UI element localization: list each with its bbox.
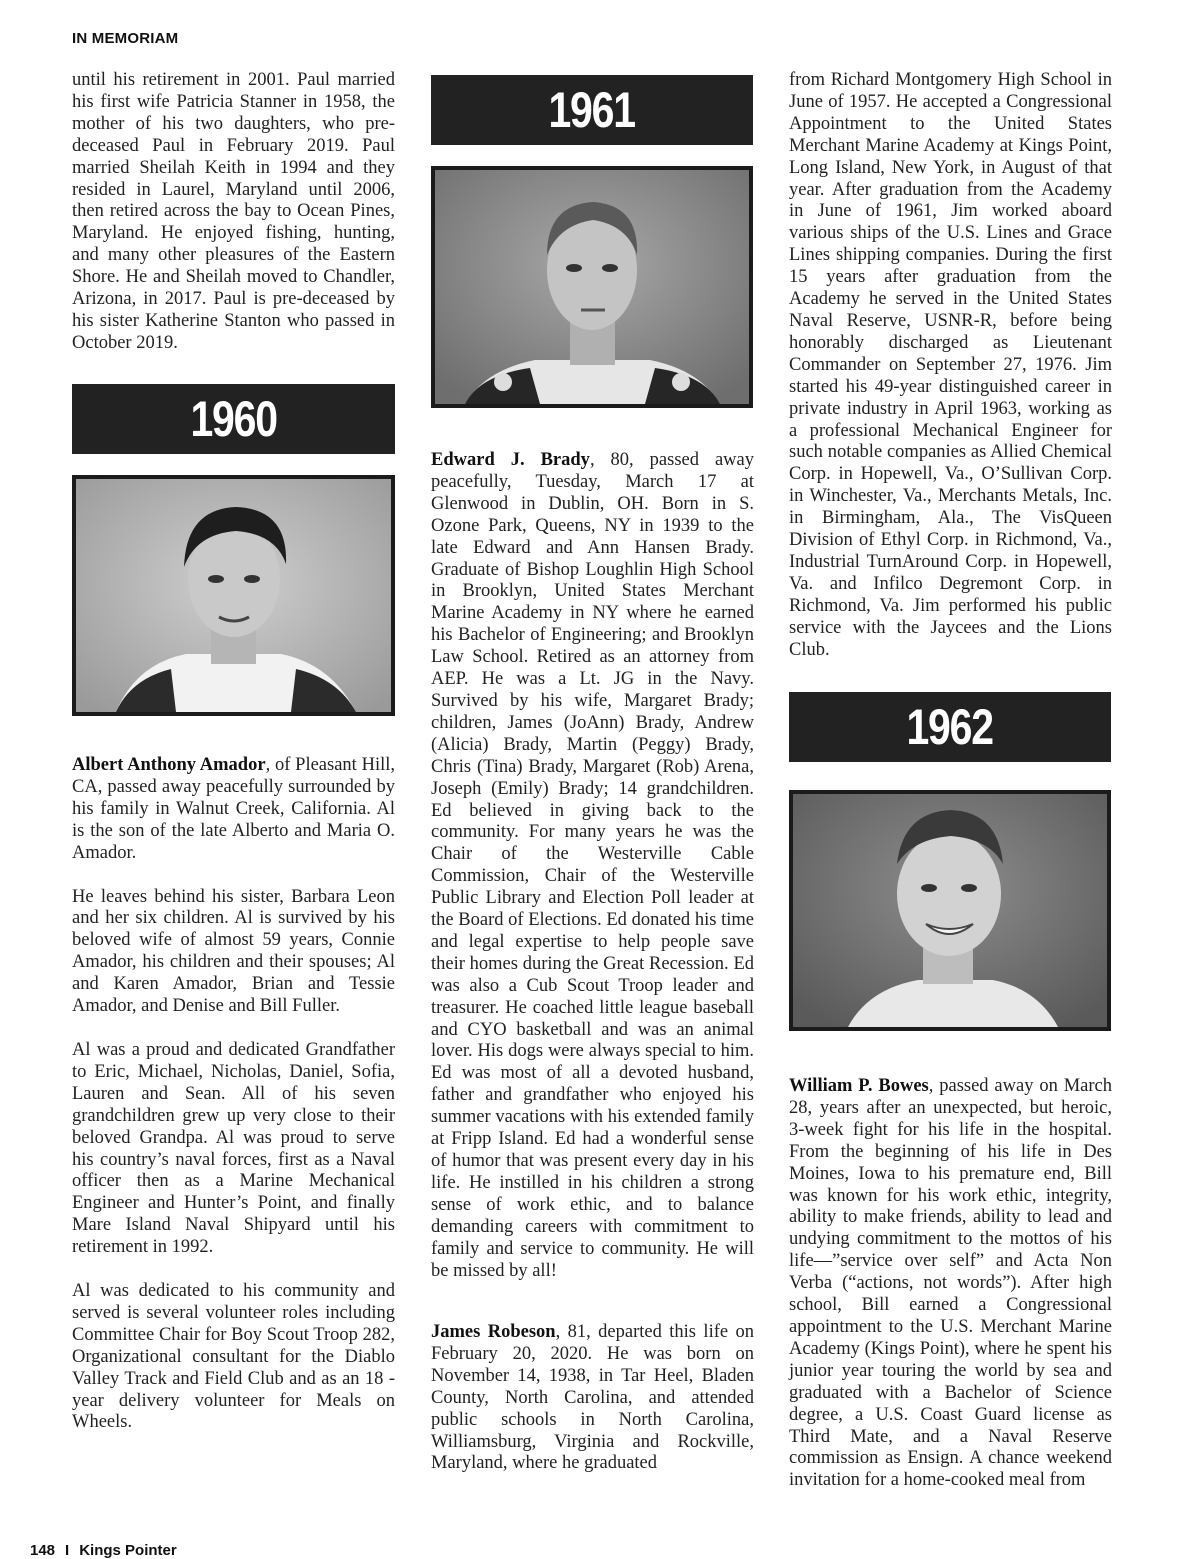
decedent-name: Albert Anthony Amador xyxy=(72,755,266,775)
portrait-photo-amador xyxy=(72,475,395,716)
obituary-paragraph: Albert Anthony Amador, of Pleasant Hill, CA, passed away peacefully surrounded by his family in Walnut Creek, California. Al is the son of the late Alberto and Maria O. Amador. xyxy=(72,755,395,863)
obituary-brady xyxy=(431,450,754,1282)
obituary-paragraph: Al was a proud and dedicated Grandfather to Eric, Michael, Nicholas, Daniel, Sofia, Lauren and Sean. All of his seven grandchildren grew up very close to their beloved Grandpa. Al was proud to serve his country’s naval forces, first as a Naval officer then as a Marine Mechanical Engineer and Hunter’s Point, and finally Mare Island Naval Shipyard until his retirement in 1992. xyxy=(72,1039,395,1258)
year-banner-1962 xyxy=(789,692,1111,762)
year-label: 1960 xyxy=(190,391,277,447)
year-label: 1962 xyxy=(906,699,994,755)
section-label: IN MEMORIAM xyxy=(72,30,179,47)
continuation-text: until his retirement in 2001. Paul married his first wife Patricia Stanner in 1958, the mother of his two daughters, who pre-deceased Paul in February 2019. Paul married Sheilah Keith in 1994 and they resided in Laurel, Maryland until 2006, then retired across the bay to Ocean Pines, Maryland. He enjoyed fishing, hunting, and many other pleasures of the Eastern Shore. He and Sheilah moved to Chandler, Arizona, in 2017. Paul is pre-deceased by his sister Katherine Stanton who passed in October 2019. xyxy=(72,70,395,353)
publication-name: Kings Pointer xyxy=(79,1542,177,1559)
continuation-text: from Richard Montgomery High School in June of 1957. He accepted a Congressional Appointment to the United States Merchant Marine Academy at Kings Point, Long Island, New York, in August of that year. After graduation from the Academy in June of 1961, Jim worked aboard various ships of the U.S. Lines and Grace Lines shipping companies. During the first 15 years after graduation from the Academy he served in the United States Naval Reserve, USNR-R, before being honorably discharged as Lieutenant Commander on September 27, 1976. Jim started his 49-year distinguished career in private industry in April 1963, working as a professional Mechanical Engineer for such notable companies as Allied Chemical Corp. in Hopewell, Va., O’Sullivan Corp. in Winchester, Va., Merchants Metals, Inc. in Birmingham, Ala., The VisQueen Division of Ethyl Corp. in Richmond, Va., Industrial TurnAround Corp. in Hopewell, Va. and Infilco Degremont Corp. in Richmond, Va. Jim performed his public service with the Jaycees and the Lions Club. xyxy=(789,70,1112,660)
year-banner-1960 xyxy=(72,384,395,454)
obituary-paragraph: He leaves behind his sister, Barbara Leon and her six children. Al is survived by his beloved wife of almost 59 years, Connie Amador, his children and their spouses; Al and Karen Amador, Brian and Tessie Amador, and Denise and Bill Fuller. xyxy=(72,886,395,1017)
obituary-bowes xyxy=(789,1076,1112,1492)
obituary-paragraph: Al was dedicated to his community and served is several volunteer roles including Committee Chair for Boy Scout Troop 282, Organizational consultant for the Diablo Valley Track and Field Club and as an 18 -year delivery volunteer for Meals on Wheels. xyxy=(72,1281,395,1433)
obituary-paragraph: James Robeson, 81, departed this life on February 20, 2020. He was born on November 14, 1938, in Tar Heel, Bladen County, North Carolina, and attended public schools in North Carolina, Williamsburg, Virginia and Rockville, Maryland, where he graduated xyxy=(431,1322,754,1474)
decedent-name: William P. Bowes xyxy=(789,1076,929,1096)
decedent-name: James Robeson xyxy=(431,1322,556,1342)
obituary-paragraph: Edward J. Brady, 80, passed away peacefully, Tuesday, March 17 at Glenwood in Dublin, OH. Born in S. Ozone Park, Queens, NY in 1939 to the late Edward and Ann Hansen Brady. Graduate of Bishop Loughlin High School in Brooklyn, United States Merchant Marine Academy in NY where he earned his Bachelor of Engineering; and Brooklyn Law School. Retired as an attorney from AEP. He was a Lt. JG in the Navy. Survived by his wife, Margaret Brady; children, James (JoAnn) Brady, Andrew (Alicia) Brady, Martin (Peggy) Brady, Chris (Tina) Brady, Margaret (Rob) Arena, Joseph (Emily) Brady; 14 grandchildren. Ed believed in giving back to the community. For many years he was the Chair of the Westerville Cable Commission, Chair of the Westerville Public Library and Election Poll leader at the Board of Elections. Ed donated his time and legal expertise to help people save their homes during the Great Recession. Ed was also a Cub Scout Troop leader and treasurer. He coached little league baseball and CYO basketball and was an animal lover. His dogs were always special to him. Ed was most of all a devoted husband, father and grandfather who enjoyed his summer vacations with his extended family at Fripp Island. Ed had a wonderful sense of humor that was present every day in his life. He instilled in his children a strong sense of work ethic, and to balance demanding careers with commitment to family and service to community. He will be missed by all! xyxy=(431,450,755,1281)
continuation-robeson xyxy=(789,70,1112,661)
page-number: 148 xyxy=(30,1542,56,1559)
obituary-amador xyxy=(72,755,395,1434)
page-footer xyxy=(30,1542,177,1559)
obituary-robeson xyxy=(431,1322,754,1475)
portrait-photo-bowes xyxy=(789,790,1111,1031)
footer-separator: I xyxy=(65,1542,70,1559)
portrait-photo-brady xyxy=(431,166,753,408)
column-1 xyxy=(72,70,395,355)
year-label: 1961 xyxy=(548,82,636,138)
obituary-paragraph: William P. Bowes, passed away on March 28, years after an unexpected, but heroic, 3-week fight for his life in the hospital. From the beginning of his life in Des Moines, Iowa to his premature end, Bill was known for his work ethic, integrity, ability to make friends, ability to lead and undying commitment to the mottos of his life—”service over self” and Acta Non Verba (“actions, not words”). After high school, Bill earned a Congressional appointment to the U.S. Merchant Marine Academy (Kings Point), where he spent his junior year touring the world by sea and graduated with a Bachelor of Science degree, a U.S. Coast Guard license as Third Mate, and a Naval Reserve commission as Ensign. A chance weekend invitation for a home-cooked meal from xyxy=(789,1076,1112,1491)
decedent-name: Edward J. Brady xyxy=(431,450,590,470)
year-banner-1961 xyxy=(431,75,753,145)
